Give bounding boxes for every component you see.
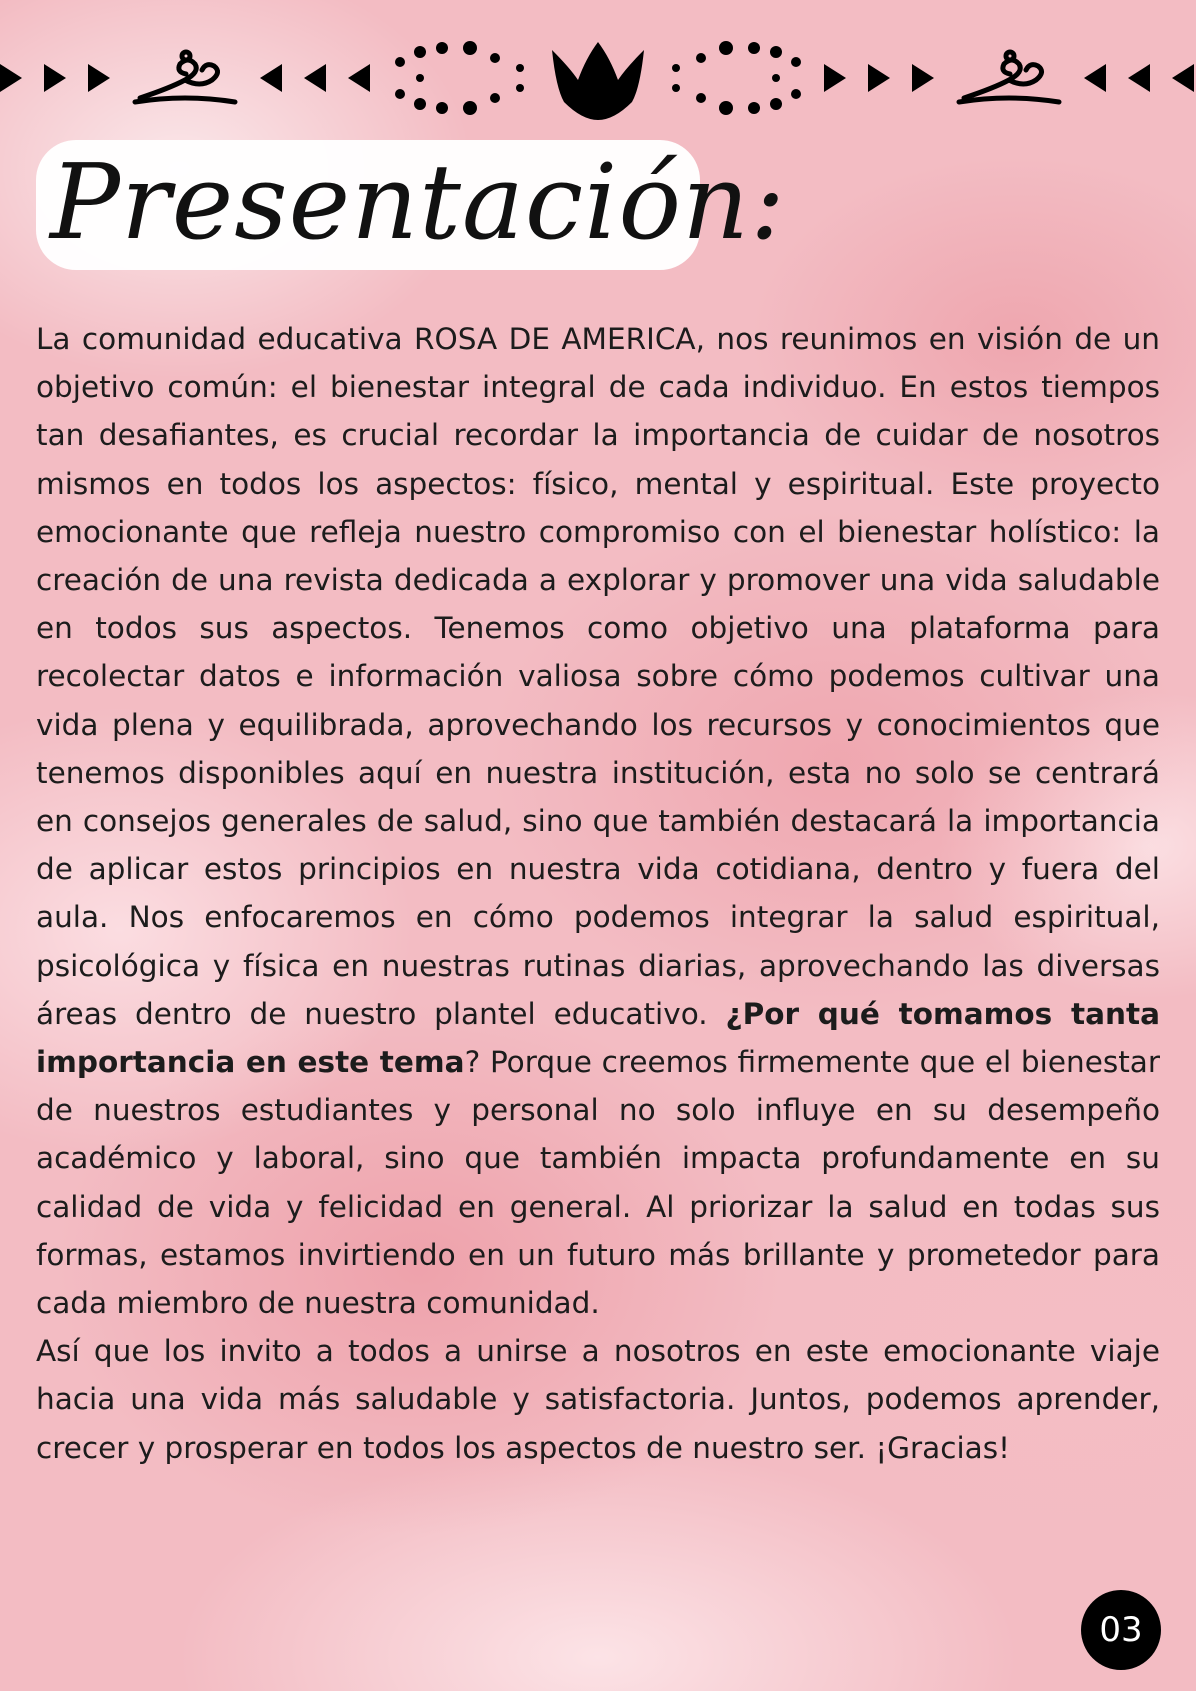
page-number-badge: 03 <box>1081 1590 1161 1670</box>
triangle-left-icon <box>1084 64 1194 92</box>
question-highlight: ¿Por qué tomamos tanta importancia en este tema <box>36 996 1160 1080</box>
swirl-icon <box>959 52 1059 102</box>
paragraph-2: Así que los invito a todos a unirse a nosotros en este emocionante viaje hacia una vida más saludable y satisfactoria. Juntos, podemos aprender, crecer y prosperar en todos los aspectos de nuestro ser. ¡Gracias! <box>36 1334 1160 1465</box>
triangle-right-icon <box>824 64 934 92</box>
dot-arc-icon <box>395 41 524 115</box>
crown-icon <box>552 42 644 120</box>
triangle-left-icon <box>260 64 370 92</box>
paragraph-1 <box>36 315 1160 1327</box>
paragraph-1-intro: La comunidad educativa ROSA DE AMERICA, nos reunimos en visión de un objetivo común: el bienestar integral de cada individuo. En estos tiempos tan desafiantes, es crucial recordar la importancia de cuidar de nosotros mismos en todos los aspectos: físico, mental y espiritual. Este proyecto emocionante que refleja nuestro compromiso con el bienestar holístico: la creación de una revista dedicada a explorar y promover una vida saludable en todos sus aspectos. Tenemos como objetivo una plataforma para recolectar datos e información valiosa sobre cómo podemos cultivar una vida plena y equilibrada, aprovechando los recursos y conocimientos que tenemos disponibles aquí en nuestra institución, esta no solo se centrará en consejos generales de salud, sino que también destacará la importancia de aplicar estos principios en nuestra vida cotidiana, dentro y fuera del aula. Nos enfocaremos en cómo podemos integrar la salud espiritual, psicológica y física en nuestras rutinas diarias, aprovechando las diversas áreas dentro de nuestro plantel educativo. <box>36 322 1160 1031</box>
dot-arc-icon <box>672 41 801 115</box>
swirl-icon <box>135 52 235 102</box>
header-ornament <box>0 28 1196 128</box>
paragraph-1-continuation: Porque creemos firmemente que el bienestar de nuestros estudiantes y personal no solo influye en su desempeño académico y laboral, sino que también impacta profundamente en su calidad de vida y felicidad en general. Al priorizar la salud en todas sus formas, estamos invirtiendo en un futuro más brillante y prometedor para cada miembro de nuestra comunidad. <box>36 1045 1160 1321</box>
triangle-right-icon <box>0 64 110 92</box>
article-body <box>36 315 1160 1472</box>
question-mark: ? <box>464 1045 481 1080</box>
page-title: Presentación: <box>50 141 787 263</box>
